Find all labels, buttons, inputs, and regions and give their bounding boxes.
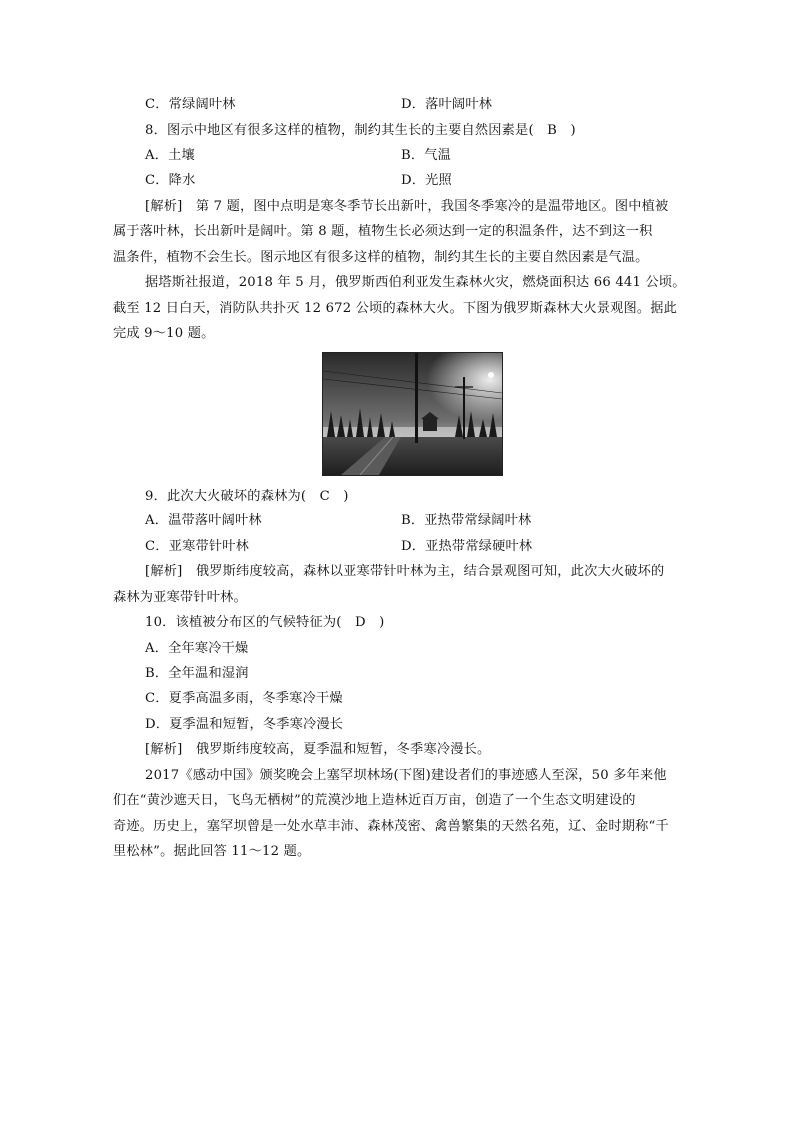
q8-stem: 8．图示中地区有很多这样的植物，制约其生长的主要自然因素是( B ) bbox=[145, 123, 576, 138]
analysis-9-line2: 森林为亚寒带针叶林。 bbox=[113, 590, 247, 605]
q9-option-d: D．亚热带常绿硬叶林 bbox=[401, 539, 533, 554]
passage-9-10-line1: 据塔斯社报道，2018 年 5 月，俄罗斯西伯利亚发生森林火灾，燃烧面积达 66 441 公顷。 bbox=[145, 275, 686, 290]
analysis-9-line1: [解析] 俄罗斯纬度较高，森林以亚寒带针叶林为主，结合景观图可知，此次大火破坏的 bbox=[145, 564, 665, 579]
analysis-10-line1: [解析] 俄罗斯纬度较高，夏季温和短暂，冬季寒冷漫长。 bbox=[145, 742, 491, 757]
passage-9-10-line3: 完成 9～10 题。 bbox=[113, 326, 215, 341]
q8-option-a: A．土壤 bbox=[145, 148, 195, 163]
q9-option-a: A．温带落叶阔叶林 bbox=[145, 513, 262, 528]
q9-stem: 9．此次大火破坏的森林为( C ) bbox=[145, 489, 349, 504]
q10-option-b: B．全年温和湿润 bbox=[145, 666, 249, 681]
q10-stem: 10．该植被分布区的气候特征为( D ) bbox=[145, 615, 385, 630]
analysis-7-8-line2: 属于落叶林，长出新叶是阔叶。第 8 题，植物生长必须达到一定的积温条件，达不到这一积 bbox=[113, 224, 653, 239]
q7-option-d: D．落叶阔叶林 bbox=[401, 97, 493, 112]
q10-option-c: C．夏季高温多雨，冬季寒冷干燥 bbox=[145, 691, 343, 706]
analysis-7-8-line1: [解析] 第 7 题，图中点明是寒冬季节长出新叶，我国冬季寒冷的是温带地区。图中植被 bbox=[145, 199, 669, 214]
passage-11-12-line1: 2017《感动中国》颁奖晚会上塞罕坝林场(下图)建设者们的事迹感人至深，50 多年来他 bbox=[145, 768, 667, 783]
q8-option-d: D．光照 bbox=[401, 173, 452, 188]
q7-option-c: C．常绿阔叶林 bbox=[145, 97, 236, 112]
q10-option-a: A．全年寒冷干燥 bbox=[145, 641, 249, 656]
q9-option-c: C．亚寒带针叶林 bbox=[145, 539, 250, 554]
passage-11-12-line4: 里松林”。据此回答 11～12 题。 bbox=[113, 844, 311, 859]
forest-fire-photo bbox=[322, 352, 503, 476]
passage-11-12-line3: 奇迹。历史上，塞罕坝曾是一处水草丰沛、森林茂密、禽兽繁集的天然名苑，辽、金时期称“千 bbox=[113, 819, 669, 834]
passage-9-10-line2: 截至 12 日白天，消防队共扑灭 12 672 公顷的森林大火。下图为俄罗斯森林大火景观图。据此 bbox=[113, 301, 678, 316]
passage-11-12-line2: 们在“黄沙遮天日，飞鸟无栖树”的荒漠沙地上造林近百万亩，创造了一个生态文明建设的 bbox=[113, 793, 636, 808]
analysis-7-8-line3: 温条件，植物不会生长。图示地区有很多这样的植物，制约其生长的主要自然因素是气温。 bbox=[113, 250, 649, 265]
q9-option-b: B．亚热带常绿阔叶林 bbox=[401, 513, 532, 528]
q10-option-d: D．夏季温和短暂，冬季寒冷漫长 bbox=[145, 717, 344, 732]
q8-option-c: C．降水 bbox=[145, 173, 196, 188]
q8-option-b: B．气温 bbox=[401, 148, 452, 163]
